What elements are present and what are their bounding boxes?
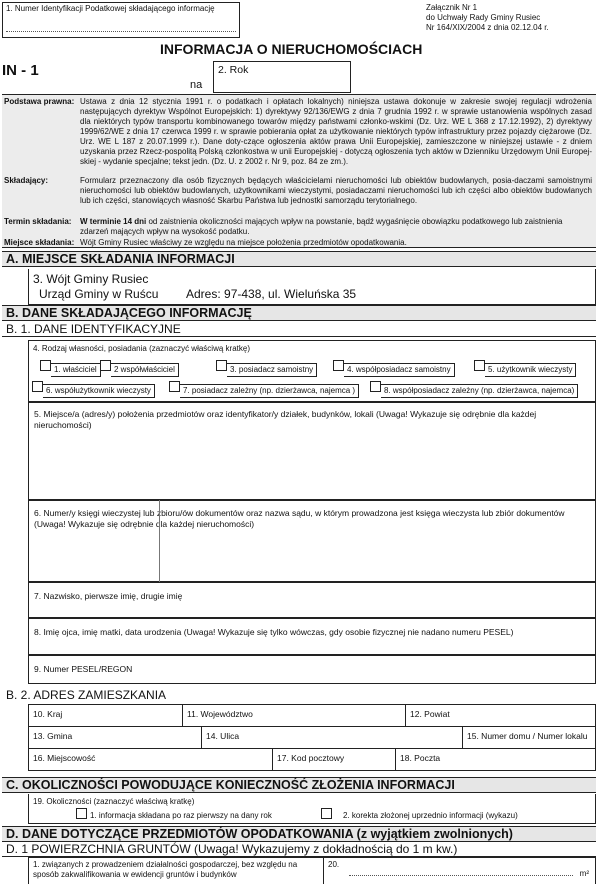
skladajacy-label: Składający: xyxy=(4,176,49,185)
land-register-field[interactable] xyxy=(28,500,596,582)
circumstance-2-checkbox[interactable] xyxy=(321,808,332,819)
circumstances-label: 19. Okoliczności (zaznaczyć właściwą kratkę) xyxy=(33,797,195,806)
location-label: 5. Miejsce/a (adres/y) położenia przedmiotów oraz identyfikator/y działek, budynków, lokali (Uwaga! Wykazuje się odrębnie dla każdej nieruchomości) xyxy=(34,409,537,430)
section-b2-title: B. 2. ADRES ZAMIESZKANIA xyxy=(6,688,167,702)
postal-code-label: 17. Kod pocztowy xyxy=(277,753,345,763)
na-label: na xyxy=(190,79,203,91)
office-line-1: 3. Wójt Gminy Rusiec xyxy=(33,272,149,286)
section-c-title: C. OKOLICZNOŚCI POWODUJĄCE KONIECZNOŚĆ ZŁOŻENIA INFORMACJI xyxy=(2,777,596,793)
option-4-label: 4. współposiadacz samoistny xyxy=(344,363,455,377)
miejsce-text: Wójt Gminy Rusiec właściwy ze względu na miejsce położenia przedmiotów opodatkowania. xyxy=(80,238,407,247)
option-6-checkbox[interactable] xyxy=(32,381,43,392)
annex-line-2: do Uchwały Rady Gminy Rusiec xyxy=(426,13,541,22)
circumstance-2-label: 2. korekta złożonej uprzednio informacji (wykazu) xyxy=(343,811,518,820)
option-6-label: 6. współużytkownik wieczysty xyxy=(43,384,155,398)
podstawa-label: Podstawa prawna: xyxy=(4,97,75,106)
land-area-input[interactable] xyxy=(323,857,596,884)
section-d-title: D. DANE DOTYCZĄCE PRZEDMIOTÓW OPODATKOWANIA (z wyjątkiem zwolnionych) xyxy=(2,826,596,842)
commune-field[interactable] xyxy=(28,726,202,749)
parents-field[interactable] xyxy=(28,618,596,655)
option-7-label: 7. posiadacz zależny (np. dzierżawca, najemca ) xyxy=(180,384,359,398)
land-area-unit: m² xyxy=(579,869,589,878)
option-3-label: 3. posiadacz samoistny xyxy=(227,363,317,377)
termin-label: Termin składania: xyxy=(4,217,72,226)
termin-text xyxy=(80,217,592,237)
year-field[interactable] xyxy=(213,61,351,93)
location-field[interactable] xyxy=(28,402,596,500)
field-6-divider xyxy=(159,500,160,582)
post-office-label: 18. Poczta xyxy=(400,753,441,763)
postal-code-field[interactable] xyxy=(272,748,396,771)
annex-note xyxy=(426,3,598,33)
land-area-label: 1. związanych z prowadzeniem działalności gospodarczej, bez względu na sposób zakwalifikowania w ewidencji gruntów i budynków xyxy=(33,860,298,879)
post-office-field[interactable] xyxy=(395,748,596,771)
country-field[interactable] xyxy=(28,704,183,727)
house-number-label: 15. Numer domu / Numer lokalu xyxy=(467,731,588,741)
form-title: INFORMACJA O NIERUCHOMOŚCIACH xyxy=(160,41,423,57)
office-address: Adres: 97-438, ul. Wieluńska 35 xyxy=(186,287,357,301)
name-field[interactable] xyxy=(28,582,596,618)
pesel-field[interactable] xyxy=(28,655,596,684)
land-area-dots xyxy=(349,875,573,876)
circumstance-1-checkbox[interactable] xyxy=(76,808,87,819)
option-5-checkbox[interactable] xyxy=(474,360,485,371)
pesel-label: 9. Numer PESEL/REGON xyxy=(34,664,133,674)
voivodeship-field[interactable] xyxy=(182,704,406,727)
section-d1-title: D. 1 POWIERZCHNIA GRUNTÓW (Uwaga! Wykazujemy z dokładnością do 1 m kw.) xyxy=(2,842,596,857)
option-1-label: 1. właściciel xyxy=(51,363,101,377)
office-box xyxy=(28,269,596,305)
house-number-field[interactable] xyxy=(462,726,596,749)
section-b1-title: B. 1. DANE IDENTYFIKACYJNE xyxy=(2,322,596,337)
street-label: 14. Ulica xyxy=(206,731,240,741)
city-field[interactable] xyxy=(28,748,273,771)
skladajacy-text: Formularz przeznaczony dla osób fizycznych będących właścicielami nieruchomości lub obiektów budowlanych, posia-daczami samoistnymi nieruchomości lub obiektów budowlanych, użytkownikami wieczystymi, posiadaczami nieruchomości lub ich części albo obiektów budowlanych lub ich części, stanowiących własność Skarbu Państwa lub jednostki samorządu terytorialnego. xyxy=(80,176,592,205)
section-a-title: A. MIEJSCE SKŁADANIA INFORMACJI xyxy=(2,251,596,267)
land-register-label: 6. Numer/y księgi wieczystej lub zbioru/ów dokumentów oraz nazwa sądu, w którym prowadzona jest księga wieczysta lub zbiór dokumentów (Uwaga! Wykazuje się odrębnie dla każdej nieruchomości) xyxy=(34,508,565,529)
miejsce-label: Miejsce składania: xyxy=(4,238,75,247)
city-label: 16. Miejscowość xyxy=(33,753,96,763)
form-code: IN - 1 xyxy=(2,62,39,79)
option-1-checkbox[interactable] xyxy=(40,360,51,371)
nip-dots xyxy=(6,31,236,32)
county-field[interactable] xyxy=(405,704,596,727)
annex-line-3: Nr 164/XIX/2004 z dnia 02.12.04 r. xyxy=(426,23,549,32)
termin-rest: od zaistnienia okoliczności mających wpływ na powstanie, bądź wygaśnięcie obowiązku podatkowego lub zaistnienia zdarzeń mających wpływ na wysokość podatku. xyxy=(80,217,563,236)
commune-label: 13. Gmina xyxy=(33,731,73,741)
county-label: 12. Powiat xyxy=(410,709,450,719)
option-2-label: 2 współwłaściciel xyxy=(111,363,179,377)
land-area-number: 20. xyxy=(328,860,340,869)
nip-label: 1. Numer Identyfikacji Podatkowej składającego informację xyxy=(6,4,215,13)
option-2-checkbox[interactable] xyxy=(100,360,111,371)
option-5-label: 5. użytkownik wieczysty xyxy=(485,363,576,377)
circumstance-1-label: 1. informacja składana po raz pierwszy na dany rok xyxy=(90,811,272,820)
section-b-title: B. DANE SKŁADAJĄCEGO INFORMACJĘ xyxy=(2,305,596,321)
option-3-checkbox[interactable] xyxy=(216,360,227,371)
year-label: 2. Rok xyxy=(218,64,249,76)
option-8-label: 8. współposiadacz zależny (np. dzierżawca, najemca) xyxy=(381,384,578,398)
option-4-checkbox[interactable] xyxy=(333,360,344,371)
option-8-checkbox[interactable] xyxy=(370,381,381,392)
parents-label: 8. Imię ojca, imię matki, data urodzenia (Uwaga! Wykazuje się tylko wówczas, gdy osobie fizycznej nie nadano numeru PESEL) xyxy=(34,627,514,637)
country-label: 10. Kraj xyxy=(33,709,63,719)
nip-field[interactable] xyxy=(2,2,240,38)
termin-bold: W terminie 14 dni xyxy=(80,217,147,226)
voivodeship-label: 11. Województwo xyxy=(187,709,253,719)
office-line-2: Urząd Gminy w Ruścu xyxy=(39,287,159,301)
street-field[interactable] xyxy=(201,726,463,749)
podstawa-text: Ustawa z dnia 12 stycznia 1991 r. o podatkach i opłatach lokalnych) niniejsza ustawa dokonuje w zakresie swojej regulacji wdrożenia następujących dyrektyw Wspólnot Europejskich: 1) dyrektywy 92/136/EWG z dnia 7 grudnia 1992 r. w sprawie ustanowienia wspólnych zasad dla niektórych typów transportu kombinowanego towarów między państwami członko-wskimi (Dz. Urz. WE L 368 z 17.12.1992), 2) dyrektywy 1999/62/WE z dnia 17 czerwca 1999 r. w sprawie pobierania opłat za użytkowanie niektórych typów infrastruktury przez pojazdy ciężarowe (Dz. Urz. WE L 187 z 20.07.1999 r.). Dane doty-czące ogłoszenia aktów prawa Unii Europejskiej, zamieszczone w niniejszej ustawie - z dniem uzyskania przez Rzecz-pospolitą Polską członkostwa w unii Europejskiej - dotyczą ogłoszenia tych aktów w Dzienniku Urzędowym Unii Europej-skiej - wydanie specjalne; tekst jedn. (Dz. U. z 2002 r. Nr 9, poz. 84 ze zm.). xyxy=(80,97,592,166)
ownership-label: 4. Rodzaj własności, posiadania (zaznaczyć właściwą kratkę) xyxy=(33,344,250,353)
annex-line-1: Załącznik Nr 1 xyxy=(426,3,478,12)
name-label: 7. Nazwisko, pierwsze imię, drugie imię xyxy=(34,591,183,601)
option-7-checkbox[interactable] xyxy=(169,381,180,392)
